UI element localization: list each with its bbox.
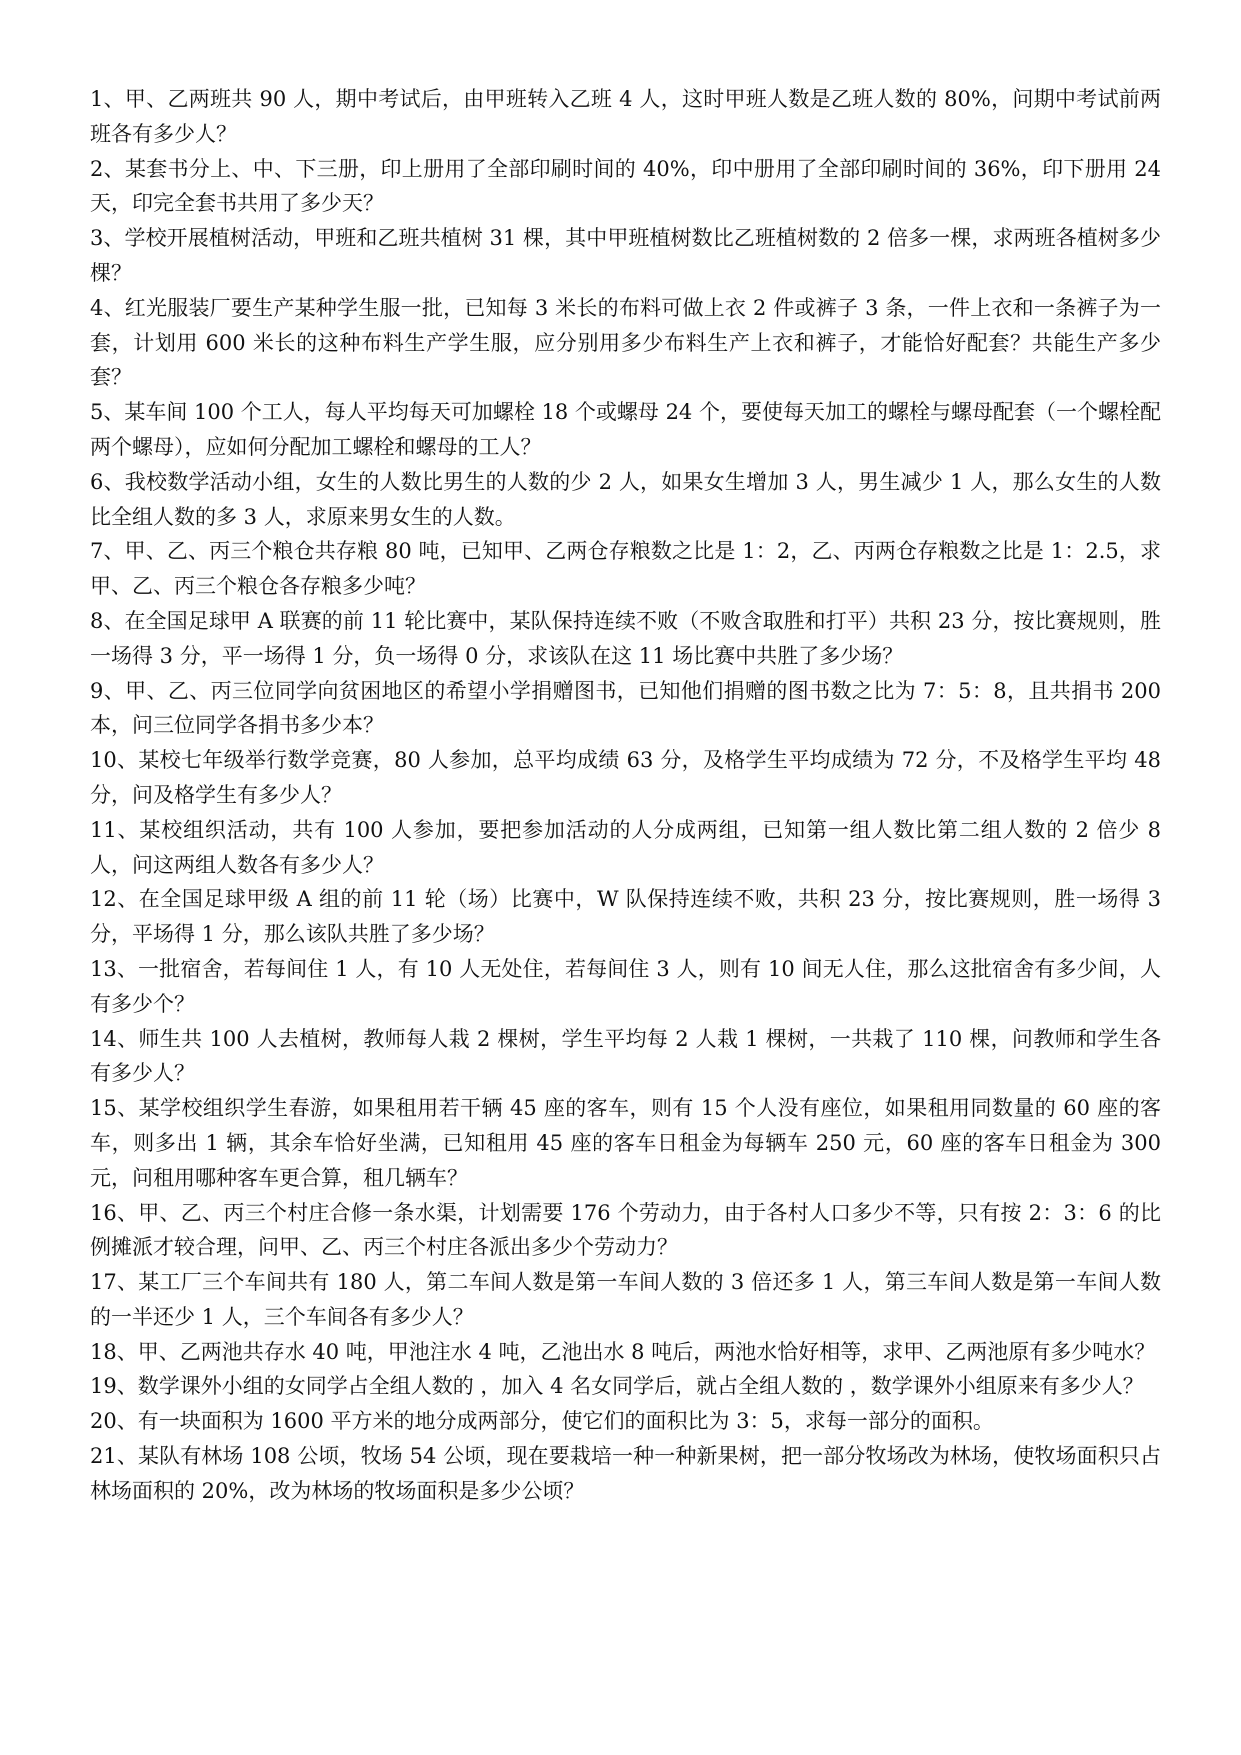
problem-18: 18、甲、乙两池共存水 40 吨，甲池注水 4 吨，乙池出水 8 吨后，两池水恰好相等，求甲、乙两池原有多少吨水？ — [90, 1339, 1156, 1364]
problem-3: 3、学校开展植树活动，甲班和乙班共植树 31 棵，其中甲班植树数比乙班植树数的 2 倍多一棵，求两班各植树多少棵？ — [90, 226, 1161, 285]
problem-8: 8、在全国足球甲 A 联赛的前 11 轮比赛中，某队保持连续不败（不败含取胜和打平）共积 23 分，按比赛规则，胜一场得 3 分，平一场得 1 分，负一场得 0 分，求该队在这 11 场比赛中共胜了多少场？ — [90, 608, 1161, 668]
problem-11: 11、某校组织活动，共有 100 人参加，要把参加活动的人分成两组，已知第一组人数比第二组人数的 2 倍少 8 人，问这两组人数各有多少人？ — [90, 817, 1161, 877]
problem-12: 12、在全国足球甲级 A 组的前 11 轮（场）比赛中，W 队保持连续不败，共积 23 分，按比赛规则，胜一场得 3 分，平场得 1 分，那么该队共胜了多少场？ — [90, 887, 1161, 947]
problem-9: 9、甲、乙、丙三位同学向贫困地区的希望小学捐赠图书，已知他们捐赠的图书数之比为 7：5：8，且共捐书 200 本，问三位同学各捐书多少本？ — [90, 678, 1161, 738]
problem-16: 16、甲、乙、丙三个村庄合修一条水渠，计划需要 176 个劳动力，由于各村人口多少不等，只有按 2：3：6 的比例摊派才较合理，问甲、乙、丙三个村庄各派出多少个劳动力？ — [90, 1200, 1161, 1260]
problem-14: 14、师生共 100 人去植树，教师每人栽 2 棵树，学生平均每 2 人栽 1 棵树，一共栽了 110 棵，问教师和学生各有多少人？ — [90, 1026, 1161, 1086]
problem-2: 2、某套书分上、中、下三册，印上册用了全部印刷时间的 40%，印中册用了全部印刷时间的 36%，印下册用 24 天，印完全套书共用了多少天？ — [90, 156, 1161, 216]
problem-5: 5、某车间 100 个工人，每人平均每天可加螺栓 18 个或螺母 24 个，要使每天加工的螺栓与螺母配套（一个螺栓配两个螺母），应如何分配加工螺栓和螺母的工人？ — [90, 400, 1161, 459]
problem-20: 20、有一块面积为 1600 平方米的地分成两部分，使它们的面积比为 3：5，求每一部分的面积。 — [90, 1409, 994, 1434]
problem-15: 15、某学校组织学生春游，如果租用若干辆 45 座的客车，则有 15 个人没有座位，如果租用同数量的 60 座的客车，则多出 1 辆，其余车恰好坐满，已知租用 45 座的客车日租金为每辆车 250 元，60 座的客车日租金为 300 元，问租用哪种客车更合算，租几辆车？ — [90, 1096, 1161, 1190]
problem-7: 7、甲、乙、丙三个粮仓共存粮 80 吨，已知甲、乙两仓存粮数之比是 1：2，乙、丙两仓存粮数之比是 1：2.5，求甲、乙、丙三个粮仓各存粮多少吨？ — [90, 539, 1161, 599]
problem-21: 21、某队有林场 108 公顷，牧场 54 公顷，现在要栽培一种一种新果树，把一部分牧场改为林场，使牧场面积只占林场面积的 20%，改为林场的牧场面积是多少公顷？ — [90, 1444, 1161, 1503]
problem-10: 10、某校七年级举行数学竞赛，80 人参加，总平均成绩 63 分，及格学生平均成绩为 72 分，不及格学生平均 48 分，问及格学生有多少人？ — [90, 748, 1161, 807]
problem-6: 6、我校数学活动小组，女生的人数比男生的人数的少 2 人，如果女生增加 3 人，男生减少 1 人，那么女生的人数比全组人数的多 3 人，求原来男女生的人数。 — [90, 469, 1161, 529]
problem-17: 17、某工厂三个车间共有 180 人，第二车间人数是第一车间人数的 3 倍还多 1 人，第三车间人数是第一车间人数的一半还少 1 人，三个车间各有多少人？ — [90, 1270, 1161, 1329]
problem-1: 1、甲、乙两班共 90 人，期中考试后，由甲班转入乙班 4 人，这时甲班人数是乙班人数的 80%，问期中考试前两班各有多少人？ — [90, 87, 1161, 146]
problem-4: 4、红光服装厂要生产某种学生服一批，已知每 3 米长的布料可做上衣 2 件或裤子 3 条，一件上衣和一条裤子为一套，计划用 600 米长的这种布料生产学生服，应分别用多少布料生产上衣和裤子，才能恰好配套？共能生产多少套？ — [90, 295, 1161, 390]
problem-19: 19、数学课外小组的女同学占全组人数的 ，加入 4 名女同学后，就占全组人数的 ，数学课外小组原来有多少人？ — [90, 1374, 1144, 1399]
problem-13: 13、一批宿舍，若每间住 1 人，有 10 人无处住，若每间住 3 人，则有 10 间无人住，那么这批宿舍有多少间，人有多少个？ — [90, 956, 1161, 1016]
